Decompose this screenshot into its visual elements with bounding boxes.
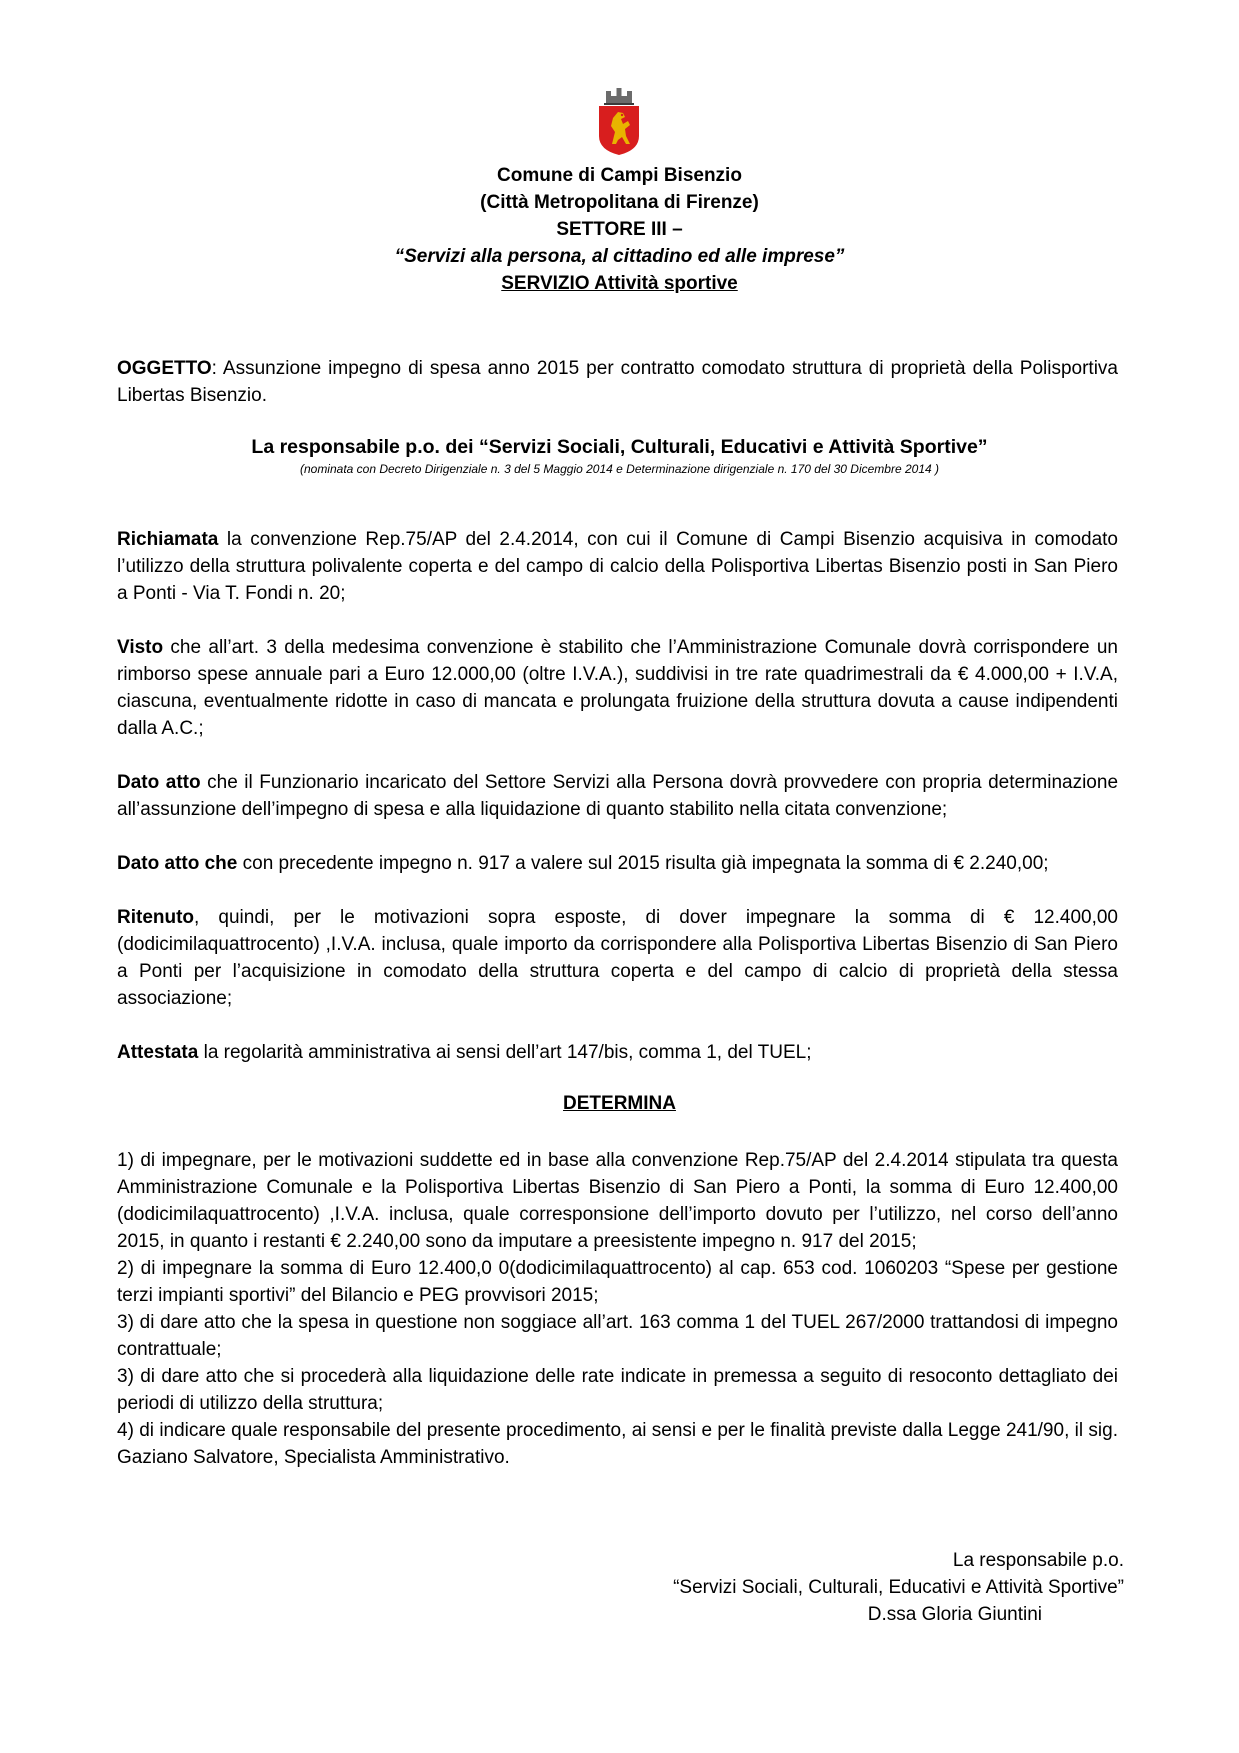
determina-item: 2) di impegnare la somma di Euro 12.400,0 0(dodicimilaquattrocento) al cap. 653 cod. 1060203 “Spese per gestione terzi impianti sportivi” del Bilancio e PEG provvisori 2015; bbox=[117, 1258, 1118, 1306]
signature-block bbox=[673, 1547, 1124, 1628]
oggetto-text: : Assunzione impegno di spesa anno 2015 per contratto comodato struttura di proprietà della Polisportiva Libertas Bisenzio. bbox=[117, 358, 1118, 406]
premessa-dato-atto bbox=[117, 769, 1118, 823]
premessa-ritenuto bbox=[117, 904, 1118, 1012]
signature-role: La responsabile p.o. bbox=[952, 1550, 1124, 1571]
premessa-label: Dato atto bbox=[117, 772, 201, 793]
servizio-title: SERVIZIO Attività sportive bbox=[501, 273, 738, 294]
comune-name: Comune di Campi Bisenzio bbox=[497, 165, 742, 186]
premessa-attestata bbox=[117, 1039, 1118, 1066]
coat-of-arms-icon bbox=[596, 88, 642, 156]
premessa-text: la regolarità amministrativa ai sensi dell’art 147/bis, comma 1, del TUEL; bbox=[198, 1042, 812, 1063]
premessa-dato-atto-che bbox=[117, 850, 1118, 877]
settore-subtitle: “Servizi alla persona, al cittadino ed alle imprese” bbox=[394, 246, 845, 267]
premessa-label: Attestata bbox=[117, 1042, 199, 1063]
signature-name: D.ssa Gloria Giuntini bbox=[867, 1604, 1042, 1625]
oggetto-paragraph bbox=[117, 355, 1118, 409]
document-header bbox=[0, 162, 1239, 297]
responsabile-note: (nominata con Decreto Dirigenziale n. 3 del 5 Maggio 2014 e Determinazione dirigenziale n. 170 del 30 Dicembre 2014 ) bbox=[299, 462, 940, 476]
premessa-richiamata bbox=[117, 526, 1118, 607]
premessa-label: Richiamata bbox=[117, 529, 219, 550]
premessa-text: che all’art. 3 della medesima convenzione è stabilito che l’Amministrazione Comunale dovrà corrispondere un rimborso spese annuale pari a Euro 12.000,00 (oltre I.V.A.), suddivisi in tre rate quadrimestrali da € 4.000,00 + I.V.A, ciascuna, eventualmente ridotte in caso di mancata e prolungata fruizione della struttura dovuta a cause indipendenti dalla A.C.; bbox=[117, 637, 1118, 739]
signature-office: “Servizi Sociali, Culturali, Educativi e Attività Sportive” bbox=[673, 1577, 1124, 1598]
premessa-text: , quindi, per le motivazioni sopra esposte, di dover impegnare la somma di € 12.400,00 (dodicimilaquattrocento) ,I.V.A. inclusa, quale importo da corrispondere alla Polisportiva Libertas Bisenzio di San Piero a Ponti per l’acquisizione in comodato della struttura coperta e del campo di calcio di proprietà della stessa associazione; bbox=[117, 907, 1118, 1009]
premessa-visto bbox=[117, 634, 1118, 742]
determina-item: 4) di indicare quale responsabile del presente procedimento, ai sensi e per le finalità previste dalla Legge 241/90, il sig. Gaziano Salvatore, Specialista Amministrativo. bbox=[117, 1420, 1118, 1468]
oggetto-label: OGGETTO bbox=[117, 358, 212, 379]
determina-item: 1) di impegnare, per le motivazioni suddette ed in base alla convenzione Rep.75/AP del 2.4.2014 stipulata tra questa Amministrazione Comunale e la Polisportiva Libertas Bisenzio di San Piero a Ponti, la somma di Euro 12.400,00 (dodicimilaquattrocento) ,I.V.A. inclusa, quale corresponsione dell’importo dovuto per l’utilizzo, nel corso dell’anno 2015, in quanto i restanti € 2.240,00 sono da imputare a preesistente impegno n. 917 del 2015; bbox=[117, 1150, 1118, 1252]
settore-title: SETTORE III – bbox=[556, 219, 683, 240]
premessa-text: la convenzione Rep.75/AP del 2.4.2014, con cui il Comune di Campi Bisenzio acquisiva in comodato l’utilizzo della struttura polivalente coperta e del campo di calcio della Polisportiva Libertas Bisenzio posti in San Piero a Ponti - Via T. Fondi n. 20; bbox=[117, 529, 1118, 604]
premessa-label: Visto bbox=[117, 637, 164, 658]
citta-metropolitana: (Città Metropolitana di Firenze) bbox=[480, 192, 759, 213]
determina-item: 3) di dare atto che la spesa in questione non soggiace all’art. 163 comma 1 del TUEL 267/2000 trattandosi di impegno contrattuale; bbox=[117, 1312, 1118, 1360]
determina-title: DETERMINA bbox=[563, 1093, 676, 1114]
premessa-label: Ritenuto bbox=[117, 907, 195, 928]
premessa-text: con precedente impegno n. 917 a valere sul 2015 risulta già impegnata la somma di € 2.240,00; bbox=[237, 853, 1049, 874]
premessa-text: che il Funzionario incaricato del Settore Servizi alla Persona dovrà provvedere con propria determinazione all’assunzione dell’impegno di spesa e alla liquidazione di quanto stabilito nella citata convenzione; bbox=[117, 772, 1119, 820]
determina-list bbox=[117, 1147, 1118, 1471]
determina-item: 3) di dare atto che si procederà alla liquidazione delle rate indicate in premessa a seguito di resoconto dettagliato dei periodi di utilizzo della struttura; bbox=[117, 1366, 1118, 1414]
responsabile-title: La responsabile p.o. dei “Servizi Sociali, Culturali, Educativi e Attività Sportive” bbox=[251, 436, 988, 458]
premessa-label: Dato atto che bbox=[117, 853, 238, 874]
